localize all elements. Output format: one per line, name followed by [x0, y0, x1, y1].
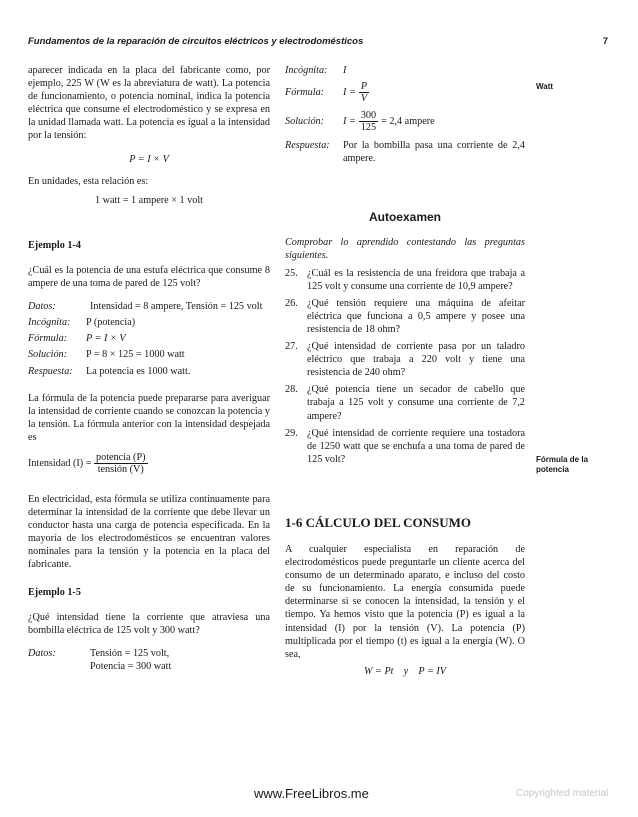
question-number: 25.: [285, 267, 298, 279]
r-incognita-value: I: [343, 65, 347, 76]
r-formula-row: [285, 81, 525, 104]
question-text: ¿Qué intensidad de corriente requiere una tostadora de 1250 watt que se enchufa a una toma de pared de 125 volt?: [307, 427, 525, 465]
incognita-value: P (potencia): [86, 317, 136, 329]
question-number: 27.: [285, 341, 298, 353]
example-1-4-solution: [28, 300, 270, 377]
formula-label: Fórmula:: [28, 333, 68, 345]
question-text: ¿Qué tensión requiere una máquina de afeitar eléctrica que funciona a 0,5 ampere y posee una resistencia de 18 ohm?: [307, 297, 525, 335]
respuesta-label: Respuesta:: [28, 365, 73, 377]
question-item: [285, 340, 525, 379]
right-column: [285, 64, 525, 678]
r-formula-label: Fórmula:: [285, 87, 325, 99]
question-item: [285, 383, 525, 422]
incognita-row: [28, 316, 270, 329]
question-text: ¿Qué intensidad de corriente pasa por un taladro eléctrico que trabaja a 220 volt y tiene una resistencia de 240 ohm?: [307, 341, 525, 379]
r-respuesta-label: Respuesta:: [285, 140, 330, 152]
solucion-row: [28, 348, 270, 361]
r-incognita-row: [285, 64, 525, 77]
left-column: [28, 64, 270, 673]
r-incognita-label: Incógnita:: [285, 65, 328, 76]
footer-site: www.FreeLibros.me: [254, 786, 369, 801]
question-item: [285, 427, 525, 466]
units-intro: En unidades, esta relación es:: [28, 175, 149, 187]
question-number: 26.: [285, 297, 298, 309]
question-number: 29.: [285, 427, 298, 439]
section-paragraph: A cualquier especialista en reparación de electrodomésticos puede preguntarle un cliente acerca del consumo de un determinado aparato, e incluso del costo de su funcionamiento. La energía consumida puede determinarse si se conocen la intensidad, la tensión y el tiempo. Ya hemos visto que la potencia (P) es igual a la intensidad (I) por la tensión (V). La potencia (P) multiplicada por el tiempo (t) es igual a la energía (W). O sea,: [285, 543, 525, 660]
r-respuesta-value: Por la bombilla pasa una corriente de 2,4 ampere.: [343, 140, 525, 165]
example-1-4-title: Ejemplo 1-4: [28, 239, 81, 251]
question-item: [285, 267, 525, 293]
autoexamen-intro: Comprobar lo aprendido contestando las preguntas siguientes.: [285, 237, 525, 262]
r-formula-num: P: [360, 81, 368, 93]
page-number: 7: [602, 36, 608, 47]
energy-formula: W = Pt y P = IV: [363, 665, 447, 677]
margin-note-watt: Watt: [536, 82, 554, 91]
r-formula-fraction: [359, 81, 369, 104]
example-1-4-question: ¿Cuál es la potencia de una estufa eléctrica que consume 8 ampere de una toma de pared de 125 volt?: [28, 264, 270, 290]
datos-label: Datos:: [28, 301, 56, 313]
formula-row: [28, 332, 270, 345]
ex5-datos-label: Datos:: [28, 647, 56, 659]
solucion-value: P = 8 × 125 = 1000 watt: [86, 349, 185, 361]
datos-row: [28, 300, 270, 313]
autoexamen-questions: [285, 267, 525, 466]
datos-value: Intensidad = 8 ampere, Tensión = 125 volt: [90, 301, 263, 313]
r-formula-lhs: I =: [343, 87, 356, 99]
current-formula-paragraph: La fórmula de la potencia puede prepararse para averiguar la intensidad de corriente cuando se conozcan la potencia y la tensión. La fórmula anterior con la intensidad despejada es: [28, 392, 270, 443]
r-respuesta-row: [285, 139, 525, 165]
r-solucion-fraction: [359, 110, 378, 133]
r-formula-den: V: [360, 93, 368, 105]
intro-paragraph: aparecer indicada en la placa del fabricante como, por ejemplo, 225 W (W es la abreviatura de watt). La potencia de funcionamiento, o potencia nominal, indica la potencia eléctrica que consume el electrodoméstico y se expresa en la unidad llamada watt. La potencia es igual a la intensidad por la tensión:: [28, 65, 270, 142]
intensity-lhs: Intensidad (I) =: [28, 457, 92, 469]
ex5-datos-value-1: Tensión = 125 volt,: [90, 647, 170, 659]
intensity-denominator: tensión (V): [97, 463, 144, 475]
margin-note-line-1: Fórmula de la: [536, 455, 589, 464]
example-1-5-question: ¿Qué intensidad tiene la corriente que atraviesa una bombilla eléctrica de 125 volt y 300 watt?: [28, 611, 270, 636]
running-title: Fundamentos de la reparación de circuitos eléctricos y electrodomésticos: [28, 36, 364, 47]
units-formula: 1 watt = 1 ampere × 1 volt: [95, 194, 203, 206]
electricity-paragraph: En electricidad, esta fórmula se utiliza continuamente para determinar la intensidad de la corriente que debe llevar un conductor hasta una carga de potencia especificada. En la mayoría de los electrodomésticos se encuentran valores nominales para la tensión y la potencia en la placa del fabricante.: [28, 493, 270, 571]
autoexamen-title: Autoexamen: [368, 210, 442, 225]
incognita-label: Incógnita:: [28, 317, 71, 329]
margin-note-formula-potencia: [536, 455, 588, 475]
intensity-numerator: potencia (P): [96, 451, 146, 463]
r-solucion-rhs: = 2,4 ampere: [381, 116, 435, 128]
r-solucion-den: 125: [360, 122, 377, 134]
solucion-label: Solución:: [28, 349, 68, 361]
ex5-datos-value-2: Potencia = 300 watt: [90, 660, 172, 672]
r-solucion-lhs: I =: [343, 116, 356, 128]
respuesta-value: La potencia es 1000 watt.: [86, 365, 191, 377]
section-title: 1-6 CÁLCULO DEL CONSUMO: [285, 514, 471, 530]
question-item: [285, 297, 525, 336]
r-solucion-num: 300: [360, 110, 377, 122]
intensity-fraction: [94, 452, 148, 475]
example-1-5-title: Ejemplo 1-5: [28, 586, 81, 598]
r-solucion-label: Solución:: [285, 116, 325, 128]
example-1-5-datos: [28, 647, 270, 673]
copyright-watermark: Copyrighted material: [516, 788, 609, 799]
ex5-datos-values: [90, 647, 270, 673]
question-number: 28.: [285, 384, 298, 396]
respuesta-row: [28, 365, 270, 378]
question-text: ¿Qué potencia tiene un secador de cabello que trabaja a 125 volt y consume una corriente de 7,2 ampere?: [307, 384, 525, 422]
formula-value: P = I × V: [86, 333, 126, 345]
power-formula: P = I × V: [129, 153, 169, 165]
question-text: ¿Cuál es la resistencia de una freidora que trabaja a 125 volt y consume una corriente de 10,9 ampere?: [307, 267, 525, 292]
intensity-formula: [28, 452, 270, 475]
r-solucion-row: [285, 110, 525, 133]
page-header: [28, 36, 608, 47]
margin-note-line-2: potencia: [536, 465, 569, 474]
